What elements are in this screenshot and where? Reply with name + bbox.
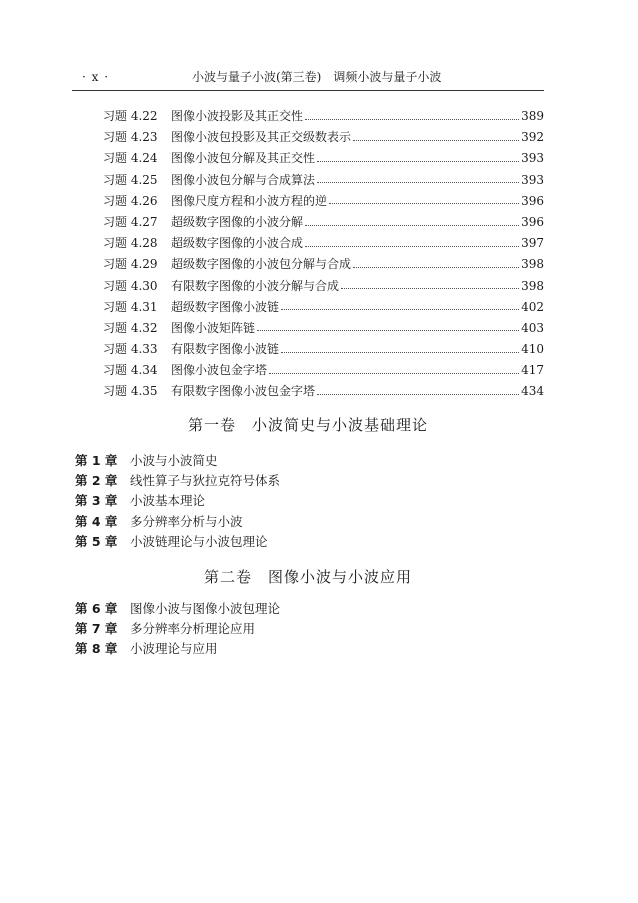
toc-entry-number: 习题 4.35 [103, 384, 158, 399]
exercise-toc-list [103, 106, 544, 403]
toc-entry-page: 410 [521, 342, 544, 357]
chapter-number: 第 1 章 [75, 453, 118, 468]
toc-entry-number: 习题 4.28 [103, 236, 158, 251]
toc-entry-page: 393 [521, 151, 544, 166]
toc-entry-page: 398 [521, 278, 544, 293]
chapter-title: 图像小波与图像小波包理论 [130, 601, 281, 616]
dot-leader [329, 202, 519, 204]
toc-entry[interactable] [103, 106, 544, 127]
volume-1-chapter-list [75, 451, 475, 552]
dot-leader [269, 372, 519, 374]
toc-entry-page: 389 [521, 109, 544, 123]
dot-leader [317, 181, 519, 183]
toc-entry-number: 习题 4.31 [103, 299, 158, 314]
dot-leader [305, 245, 519, 247]
toc-entry[interactable] [103, 170, 544, 191]
chapter-number: 第 6 章 [75, 601, 118, 616]
toc-entry-title: 有限数字图像小波链 [171, 342, 280, 357]
toc-entry-page: 403 [521, 320, 544, 335]
page-number: · x · [82, 70, 110, 84]
header-rule [72, 90, 544, 91]
volume-2-title: 第二卷 图像小波与小波应用 [203, 568, 412, 586]
chapter-number: 第 7 章 [75, 621, 118, 637]
chapter-title: 多分辨率分析理论应用 [130, 621, 256, 637]
chapter-entry[interactable] [75, 451, 475, 471]
volume-1-title: 第一卷 小波简史与小波基础理论 [187, 416, 428, 434]
toc-entry-page: 402 [521, 299, 544, 314]
toc-entry[interactable] [103, 339, 544, 360]
volume-2-chapter-list [75, 599, 475, 660]
dot-leader [257, 329, 519, 331]
chapter-title: 小波与小波简史 [130, 453, 218, 468]
chapter-entry[interactable] [75, 599, 475, 619]
toc-entry-number: 习题 4.25 [103, 172, 158, 187]
toc-entry[interactable] [103, 276, 544, 297]
toc-entry[interactable] [103, 360, 544, 381]
chapter-number: 第 2 章 [75, 473, 118, 489]
toc-entry-number: 习题 4.22 [103, 109, 158, 123]
toc-entry[interactable] [103, 148, 544, 169]
toc-entry-number: 习题 4.23 [103, 130, 158, 145]
chapter-title: 多分辨率分析与小波 [130, 513, 243, 529]
toc-entry-page: 397 [521, 236, 544, 251]
toc-entry-number: 习题 4.27 [103, 214, 158, 229]
toc-entry-page: 398 [521, 257, 544, 272]
toc-entry-title: 图像小波矩阵链 [171, 320, 256, 335]
toc-entry[interactable] [103, 212, 544, 233]
chapter-entry[interactable] [75, 639, 475, 659]
toc-entry[interactable] [103, 127, 544, 148]
toc-entry-title: 图像小波包分解及其正交性 [171, 151, 316, 166]
toc-entry-title: 超级数字图像小波链 [171, 299, 280, 314]
chapter-title: 小波基本理论 [130, 493, 206, 509]
toc-entry[interactable] [103, 233, 544, 254]
toc-entry[interactable] [103, 191, 544, 212]
toc-entry-number: 习题 4.29 [103, 257, 158, 272]
toc-entry-page: 434 [521, 384, 544, 399]
running-header-title: 小波与量子小波(第三卷) 调频小波与量子小波 [192, 70, 442, 84]
toc-entry-number: 习题 4.32 [103, 320, 158, 335]
chapter-title: 小波理论与应用 [130, 641, 218, 657]
chapter-number: 第 8 章 [75, 641, 118, 657]
toc-entry-number: 习题 4.33 [103, 342, 158, 357]
dot-leader [317, 160, 519, 162]
toc-entry[interactable] [103, 297, 544, 318]
dot-leader [305, 224, 519, 226]
toc-entry-title: 图像小波包分解与合成算法 [171, 172, 316, 187]
chapter-entry[interactable] [75, 512, 475, 532]
chapter-entry[interactable] [75, 532, 475, 552]
toc-entry-page: 417 [521, 363, 544, 378]
toc-entry-number: 习题 4.34 [103, 363, 158, 378]
toc-entry-page: 396 [521, 193, 544, 208]
chapter-number: 第 4 章 [75, 513, 118, 529]
running-header [72, 68, 542, 86]
toc-entry-title: 图像小波投影及其正交性 [171, 109, 304, 123]
toc-entry-page: 396 [521, 214, 544, 229]
toc-entry-title: 超级数字图像的小波合成 [171, 236, 304, 251]
toc-entry-title: 图像尺度方程和小波方程的逆 [171, 193, 328, 208]
dot-leader [281, 351, 519, 353]
chapter-title: 小波链理论与小波包理论 [130, 533, 268, 549]
toc-entry-title: 有限数字图像的小波分解与合成 [171, 278, 340, 293]
dot-leader [317, 393, 519, 395]
dot-leader [353, 139, 519, 141]
toc-entry[interactable] [103, 318, 544, 339]
toc-entry[interactable] [103, 254, 544, 275]
dot-leader [305, 118, 519, 120]
toc-entry-number: 习题 4.26 [103, 193, 158, 208]
chapter-number: 第 3 章 [75, 493, 118, 509]
chapter-entry[interactable] [75, 619, 475, 639]
toc-entry-title: 超级数字图像的小波分解 [171, 214, 304, 229]
toc-entry-number: 习题 4.24 [103, 151, 158, 166]
toc-entry-title: 有限数字图像小波包金字塔 [171, 384, 316, 399]
toc-entry-number: 习题 4.30 [103, 278, 158, 293]
toc-entry-title: 超级数字图像的小波包分解与合成 [171, 257, 352, 272]
dot-leader [341, 287, 519, 289]
toc-entry-title: 图像小波包投影及其正交级数表示 [171, 130, 352, 145]
chapter-entry[interactable] [75, 471, 475, 491]
toc-entry-title: 图像小波包金字塔 [171, 363, 268, 378]
dot-leader [353, 266, 519, 268]
chapter-title: 线性算子与狄拉克符号体系 [130, 473, 281, 489]
toc-entry-page: 393 [521, 172, 544, 187]
toc-entry[interactable] [103, 381, 544, 402]
toc-entry-page: 392 [521, 130, 544, 145]
dot-leader [281, 308, 519, 310]
chapter-entry[interactable] [75, 491, 475, 511]
chapter-number: 第 5 章 [75, 533, 118, 549]
